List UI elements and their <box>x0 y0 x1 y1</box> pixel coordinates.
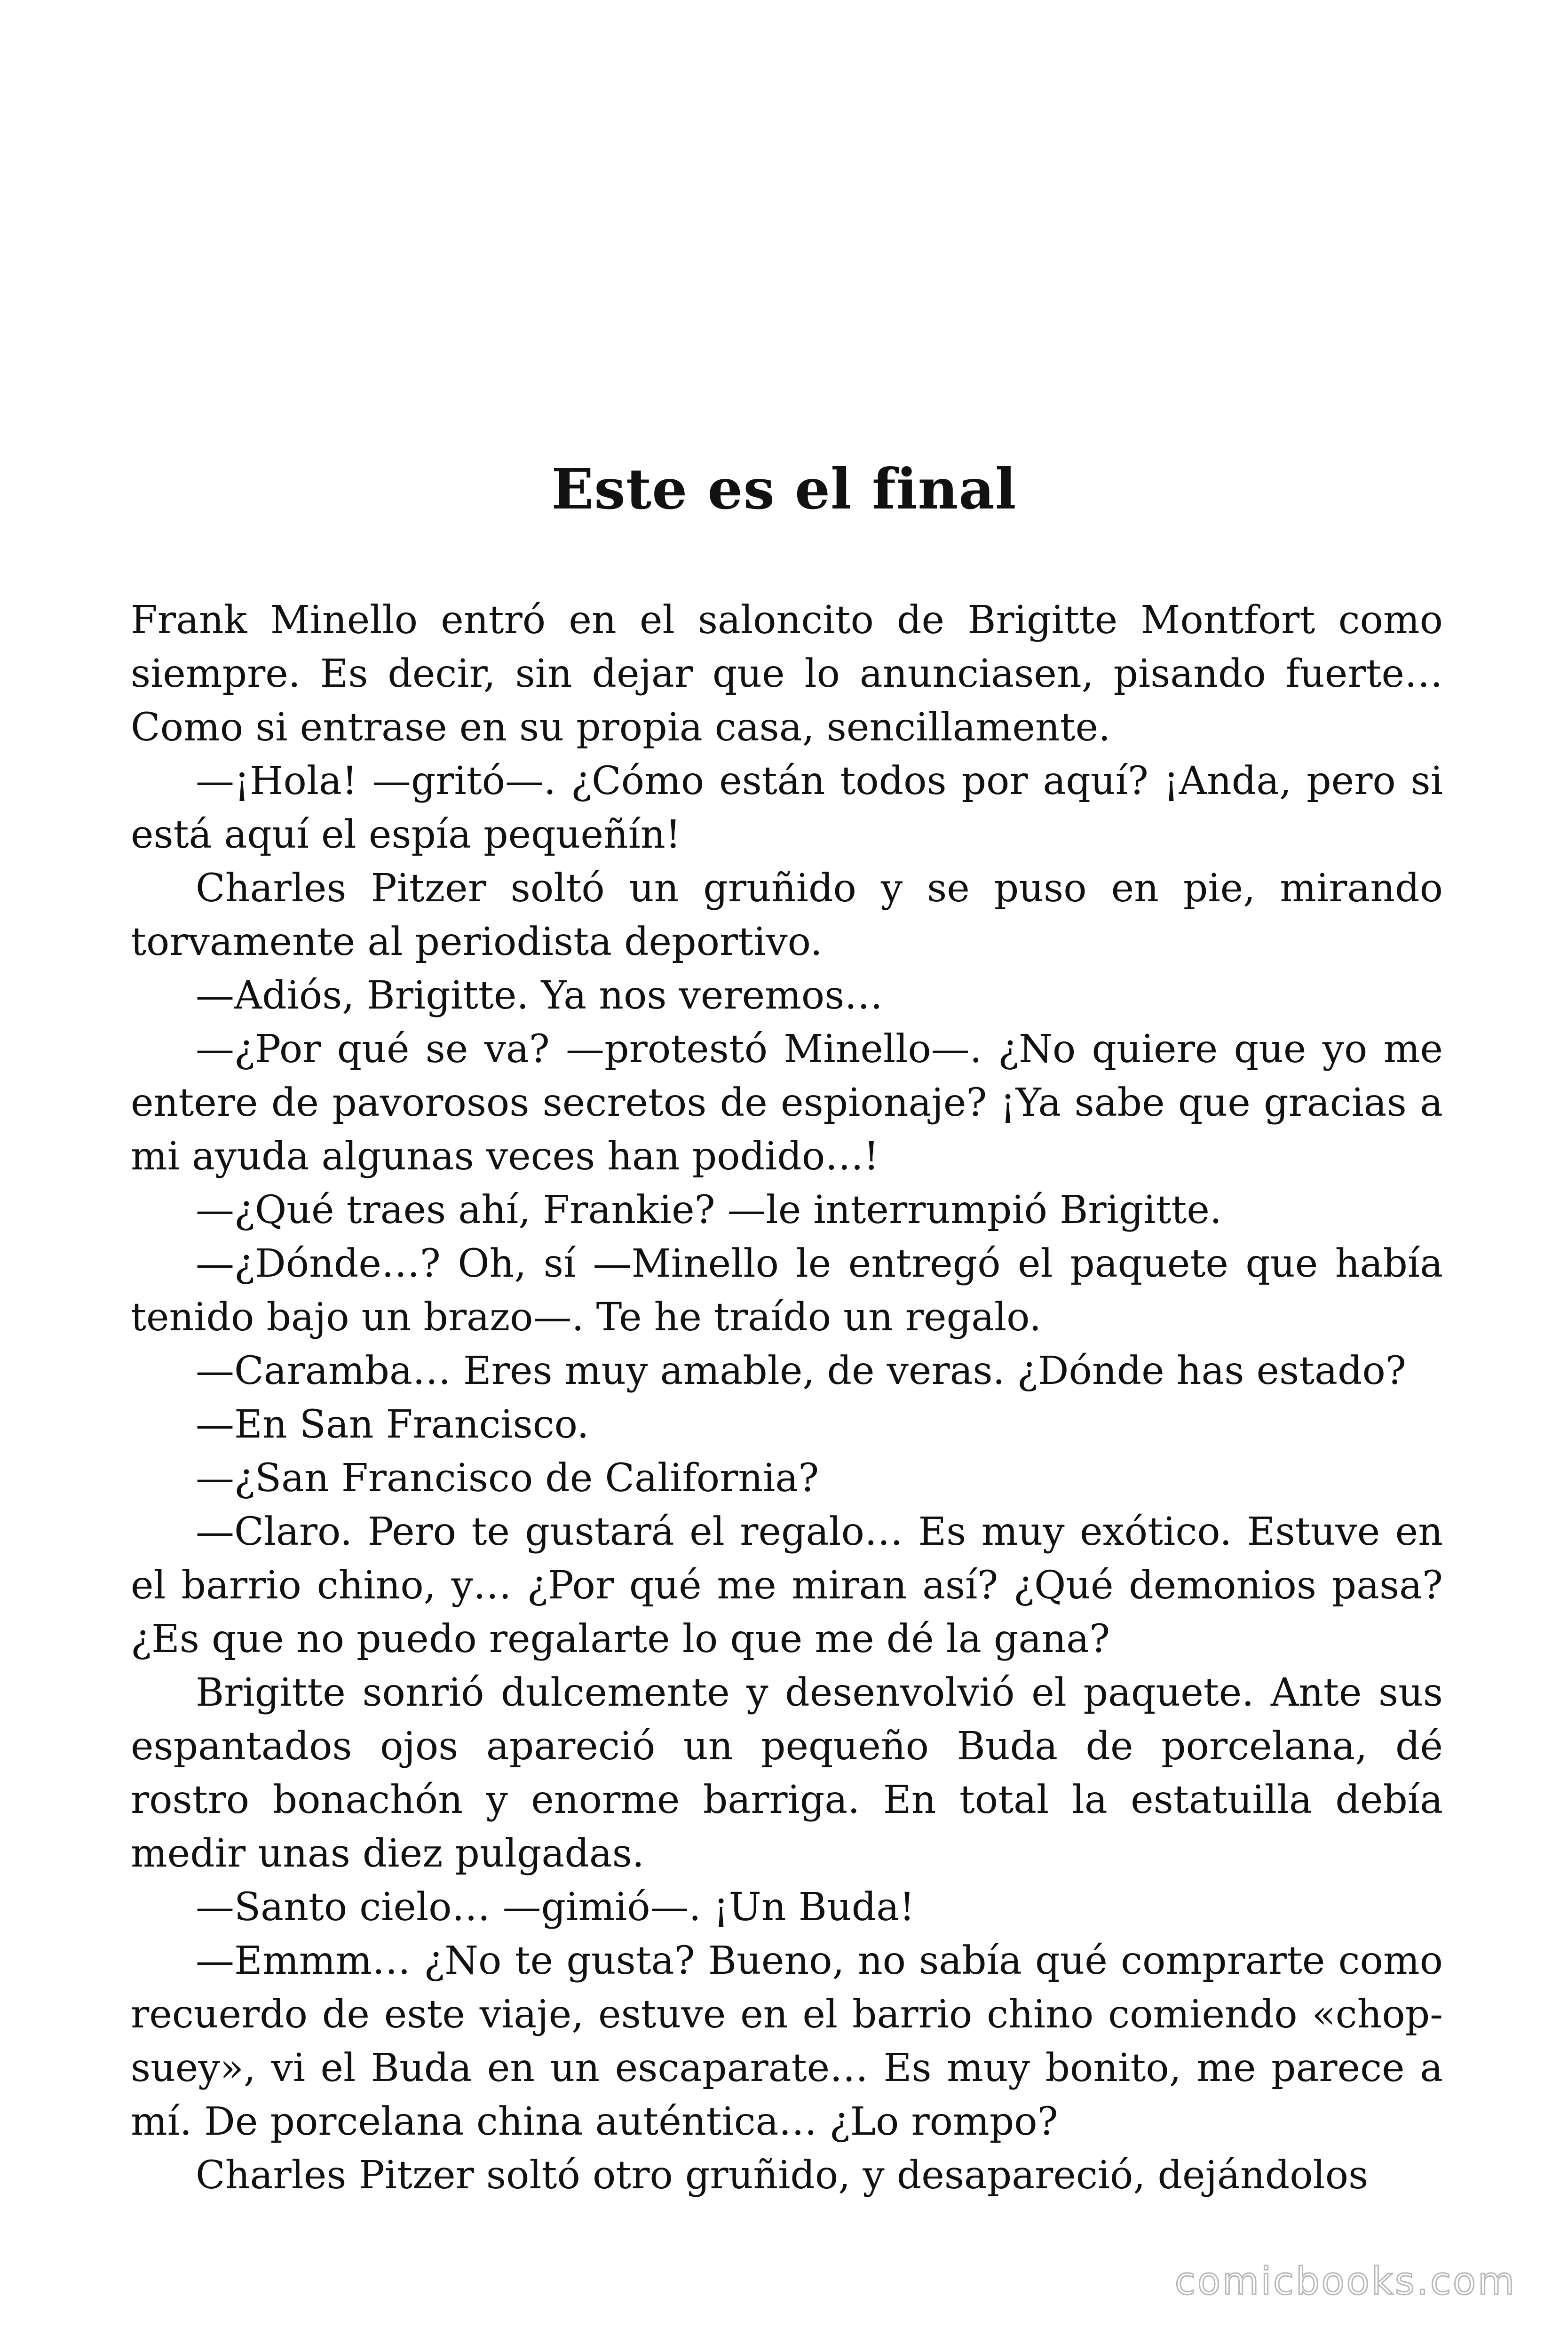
paragraph: —Caramba… Eres muy amable, de veras. ¿Dónde has estado? <box>196 1349 1406 1393</box>
paragraph: —¿Por qué se va? —protestó Minello—. ¿No quiere que yo me entere de pavorosos secretos de espionaje? ¡Ya sabe que gracias a mi ayuda algunas veces han podido…! <box>131 1027 1443 1179</box>
paragraph: Frank Minello entró en el saloncito de Brigitte Montfort como siempre. Es decir, sin dejar que lo anunciasen, pisando fuerte… Como si entrase en su propia casa, sencillamente. <box>131 598 1443 750</box>
paragraph: —Adiós, Brigitte. Ya nos veremos… <box>196 973 883 1018</box>
chapter-title: Este es el final <box>551 456 1017 522</box>
body-text <box>131 594 1443 2202</box>
paragraph: —Claro. Pero te gustará el regalo… Es muy exótico. Estuve en el barrio chino, y… ¿Por qué me miran así? ¿Qué demonios pasa? ¿Es que no puedo regalarte lo que me dé la gana? <box>131 1510 1443 1661</box>
paragraph: —¿San Francisco de California? <box>196 1456 819 1501</box>
paragraph: —En San Francisco. <box>196 1402 589 1447</box>
paragraph: —¿Qué traes ahí, Frankie? —le interrumpió Brigitte. <box>196 1188 1222 1232</box>
watermark: comicbooks.com <box>1174 2259 1516 2303</box>
paragraph: —¡Hola! —gritó—. ¿Cómo están todos por aquí? ¡Anda, pero si está aquí el espía pequeñín! <box>131 759 1443 857</box>
paragraph: —Santo cielo… —gimió—. ¡Un Buda! <box>196 1885 915 1930</box>
paragraph: —¿Dónde…? Oh, sí —Minello le entregó el paquete que había tenido bajo un brazo—. Te he traído un regalo. <box>131 1241 1443 1340</box>
paragraph: Brigitte sonrió dulcemente y desenvolvió el paquete. Ante sus espantados ojos apareció un pequeño Buda de porcelana, dé rostro bonachón y enorme barriga. En total la estatuilla debía medir unas diez pulgadas. <box>131 1670 1443 1876</box>
paragraph: —Emmm… ¿No te gusta? Bueno, no sabía qué comprarte como recuerdo de este viaje, estuve en el barrio chino comiendo «chop-suey», vi el Buda en un escaparate… Es muy bonito, me parece a mí. De porcelana china auténtica… ¿Lo rompo? <box>131 1939 1443 2144</box>
paragraph: Charles Pitzer soltó otro gruñido, y desapareció, dejándolos <box>196 2153 1369 2198</box>
paragraph: Charles Pitzer soltó un gruñido y se puso en pie, mirando torvamente al periodista deportivo. <box>131 866 1443 964</box>
